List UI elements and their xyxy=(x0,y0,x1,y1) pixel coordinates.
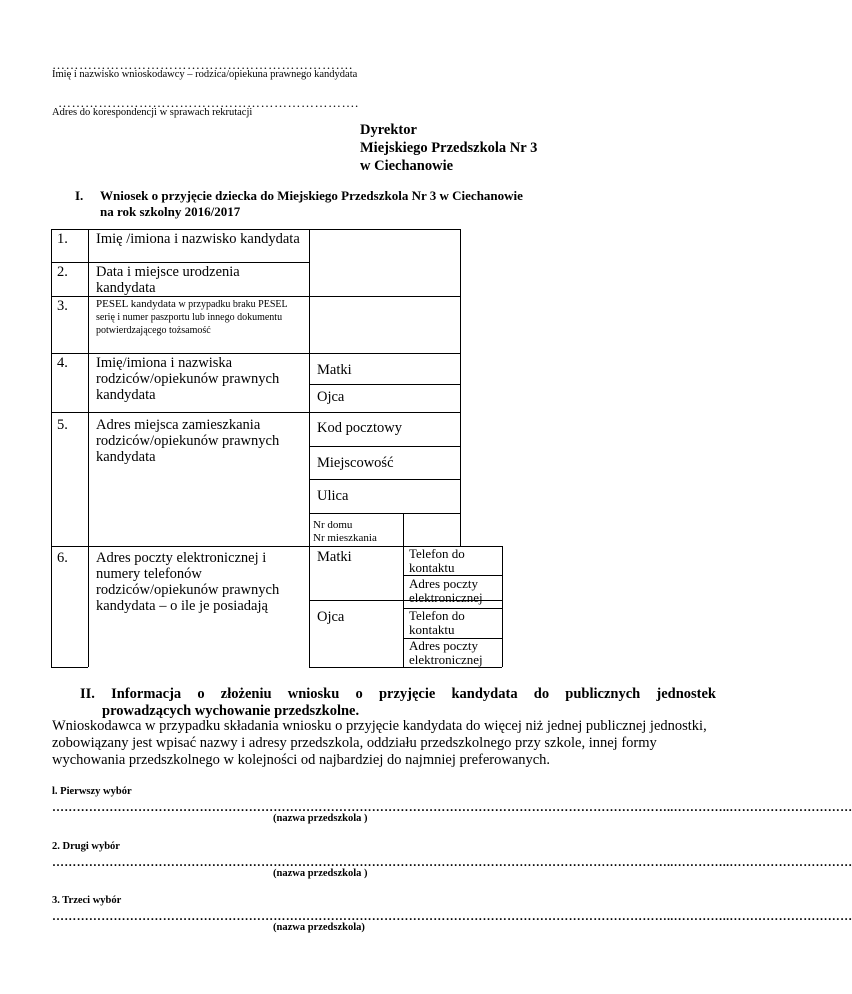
addressee-line2: Miejskiego Przedszkola Nr 3 xyxy=(360,140,538,156)
section2-title xyxy=(80,686,716,720)
mother-phone-label: Telefon do kontaktu xyxy=(409,546,465,575)
section1-title-line1: Wniosek o przyjęcie dziecka do Miejskiego Przedszkola Nr 3 w Ciechanowie xyxy=(100,188,523,203)
street-label: Ulica xyxy=(317,488,349,504)
address-line[interactable]: …………………………………………………………. xyxy=(58,95,359,110)
father-name-label: Ojca xyxy=(317,389,345,405)
choice-2-label: 2. Drugi wybór xyxy=(52,841,120,852)
row-3-number: 3. xyxy=(57,298,68,314)
choice-3-caption: (nazwa przedszkola) xyxy=(273,922,365,933)
applicant-name-label: Imię i nazwisko wnioskodawcy – rodzica/opiekuna prawnego kandydata xyxy=(52,69,358,80)
father-phone-label: Telefon do kontaktu xyxy=(409,608,465,637)
row-6-label: Adres poczty elektronicznej i numery telefonów rodziców/opiekunów prawnych kandydata – o ile je posiadają xyxy=(96,550,280,614)
section1-numeral: I. xyxy=(75,188,84,203)
house-number-label: Nr domu Nr mieszkania xyxy=(313,519,377,544)
addressee xyxy=(360,121,537,175)
section2-title-line1: II. Informacja o złożeniu wniosku o przyjęcie kandydata do publicznych jednostek xyxy=(80,686,716,702)
addressee-line3: w Ciechanowie xyxy=(360,158,454,174)
address-label: Adres do korespondencji w sprawach rekrutacji xyxy=(52,107,253,118)
choice-3-field[interactable]: ……………………………………………………………………………………………………………………………………..…………..………………………… xyxy=(52,909,852,923)
addressee-line1: Dyrektor xyxy=(360,122,417,138)
row-3-label-main: PESEL kandydata xyxy=(96,298,176,310)
city-label: Miejscowość xyxy=(317,455,394,471)
row-1-label: Imię /imiona i nazwisko kandydata xyxy=(96,231,300,247)
applicant-name-line[interactable]: …………………………………………………………. xyxy=(52,57,353,72)
father-email-label: Adres poczty elektronicznej xyxy=(409,638,483,667)
row-2-label: Data i miejsce urodzenia kandydata xyxy=(96,264,240,296)
row-4-number: 4. xyxy=(57,355,68,371)
postal-code-label: Kod pocztowy xyxy=(317,420,402,436)
choice-1-field[interactable]: ……………………………………………………………………………………………………………………………………..…………..………………………… xyxy=(52,800,852,814)
section2-title-line2: prowadzących wychowanie przedszkolne. xyxy=(102,703,360,719)
row-5-number: 5. xyxy=(57,417,68,433)
choice-1-label: l. Pierwszy wybór xyxy=(52,786,132,797)
row-6-number: 6. xyxy=(57,550,68,566)
mother-name-label: Matki xyxy=(317,362,352,378)
row-3-label xyxy=(96,298,301,337)
candidate-name-field[interactable] xyxy=(310,230,460,295)
choice-1-caption: (nazwa przedszkola ) xyxy=(273,813,368,824)
choice-2-caption: (nazwa przedszkola ) xyxy=(273,868,368,879)
row-4-label: Imię/imiona i nazwiska rodziców/opiekunów prawnych kandydata xyxy=(96,355,280,403)
row-3-label-note: w przypadku braku PESEL serię i numer paszportu lub innego dokumentu potwierdzającego tożsamość xyxy=(96,299,288,336)
row-2-number: 2. xyxy=(57,264,68,280)
section2-paragraph: Wnioskodawca w przypadku składania wniosku o przyjęcie kandydata do więcej niż jednej publicznej jednostki, zobowiązany jest wpisać nazwy i adresy przedszkola, oddziału przedszkolnego przy szkole, innej formy wychowania przedszkolnego w kolejności od najbardziej do najmniej preferowanych. xyxy=(52,718,707,768)
mother-contact-label: Matki xyxy=(317,549,352,565)
father-contact-label: Ojca xyxy=(317,609,345,625)
section1-title xyxy=(100,188,523,220)
choice-2-field[interactable]: ……………………………………………………………………………………………………………………………………..…………..………………………… xyxy=(52,855,852,869)
section1-title-line2: na rok szkolny 2016/2017 xyxy=(100,204,241,219)
choice-3-label: 3. Trzeci wybór xyxy=(52,895,122,906)
mother-email-label: Adres poczty elektronicznej xyxy=(409,576,483,605)
row-5-label: Adres miejsca zamieszkania rodziców/opiekunów prawnych kandydata xyxy=(96,417,280,465)
row-1-number: 1. xyxy=(57,231,68,247)
pesel-field[interactable] xyxy=(310,297,460,353)
